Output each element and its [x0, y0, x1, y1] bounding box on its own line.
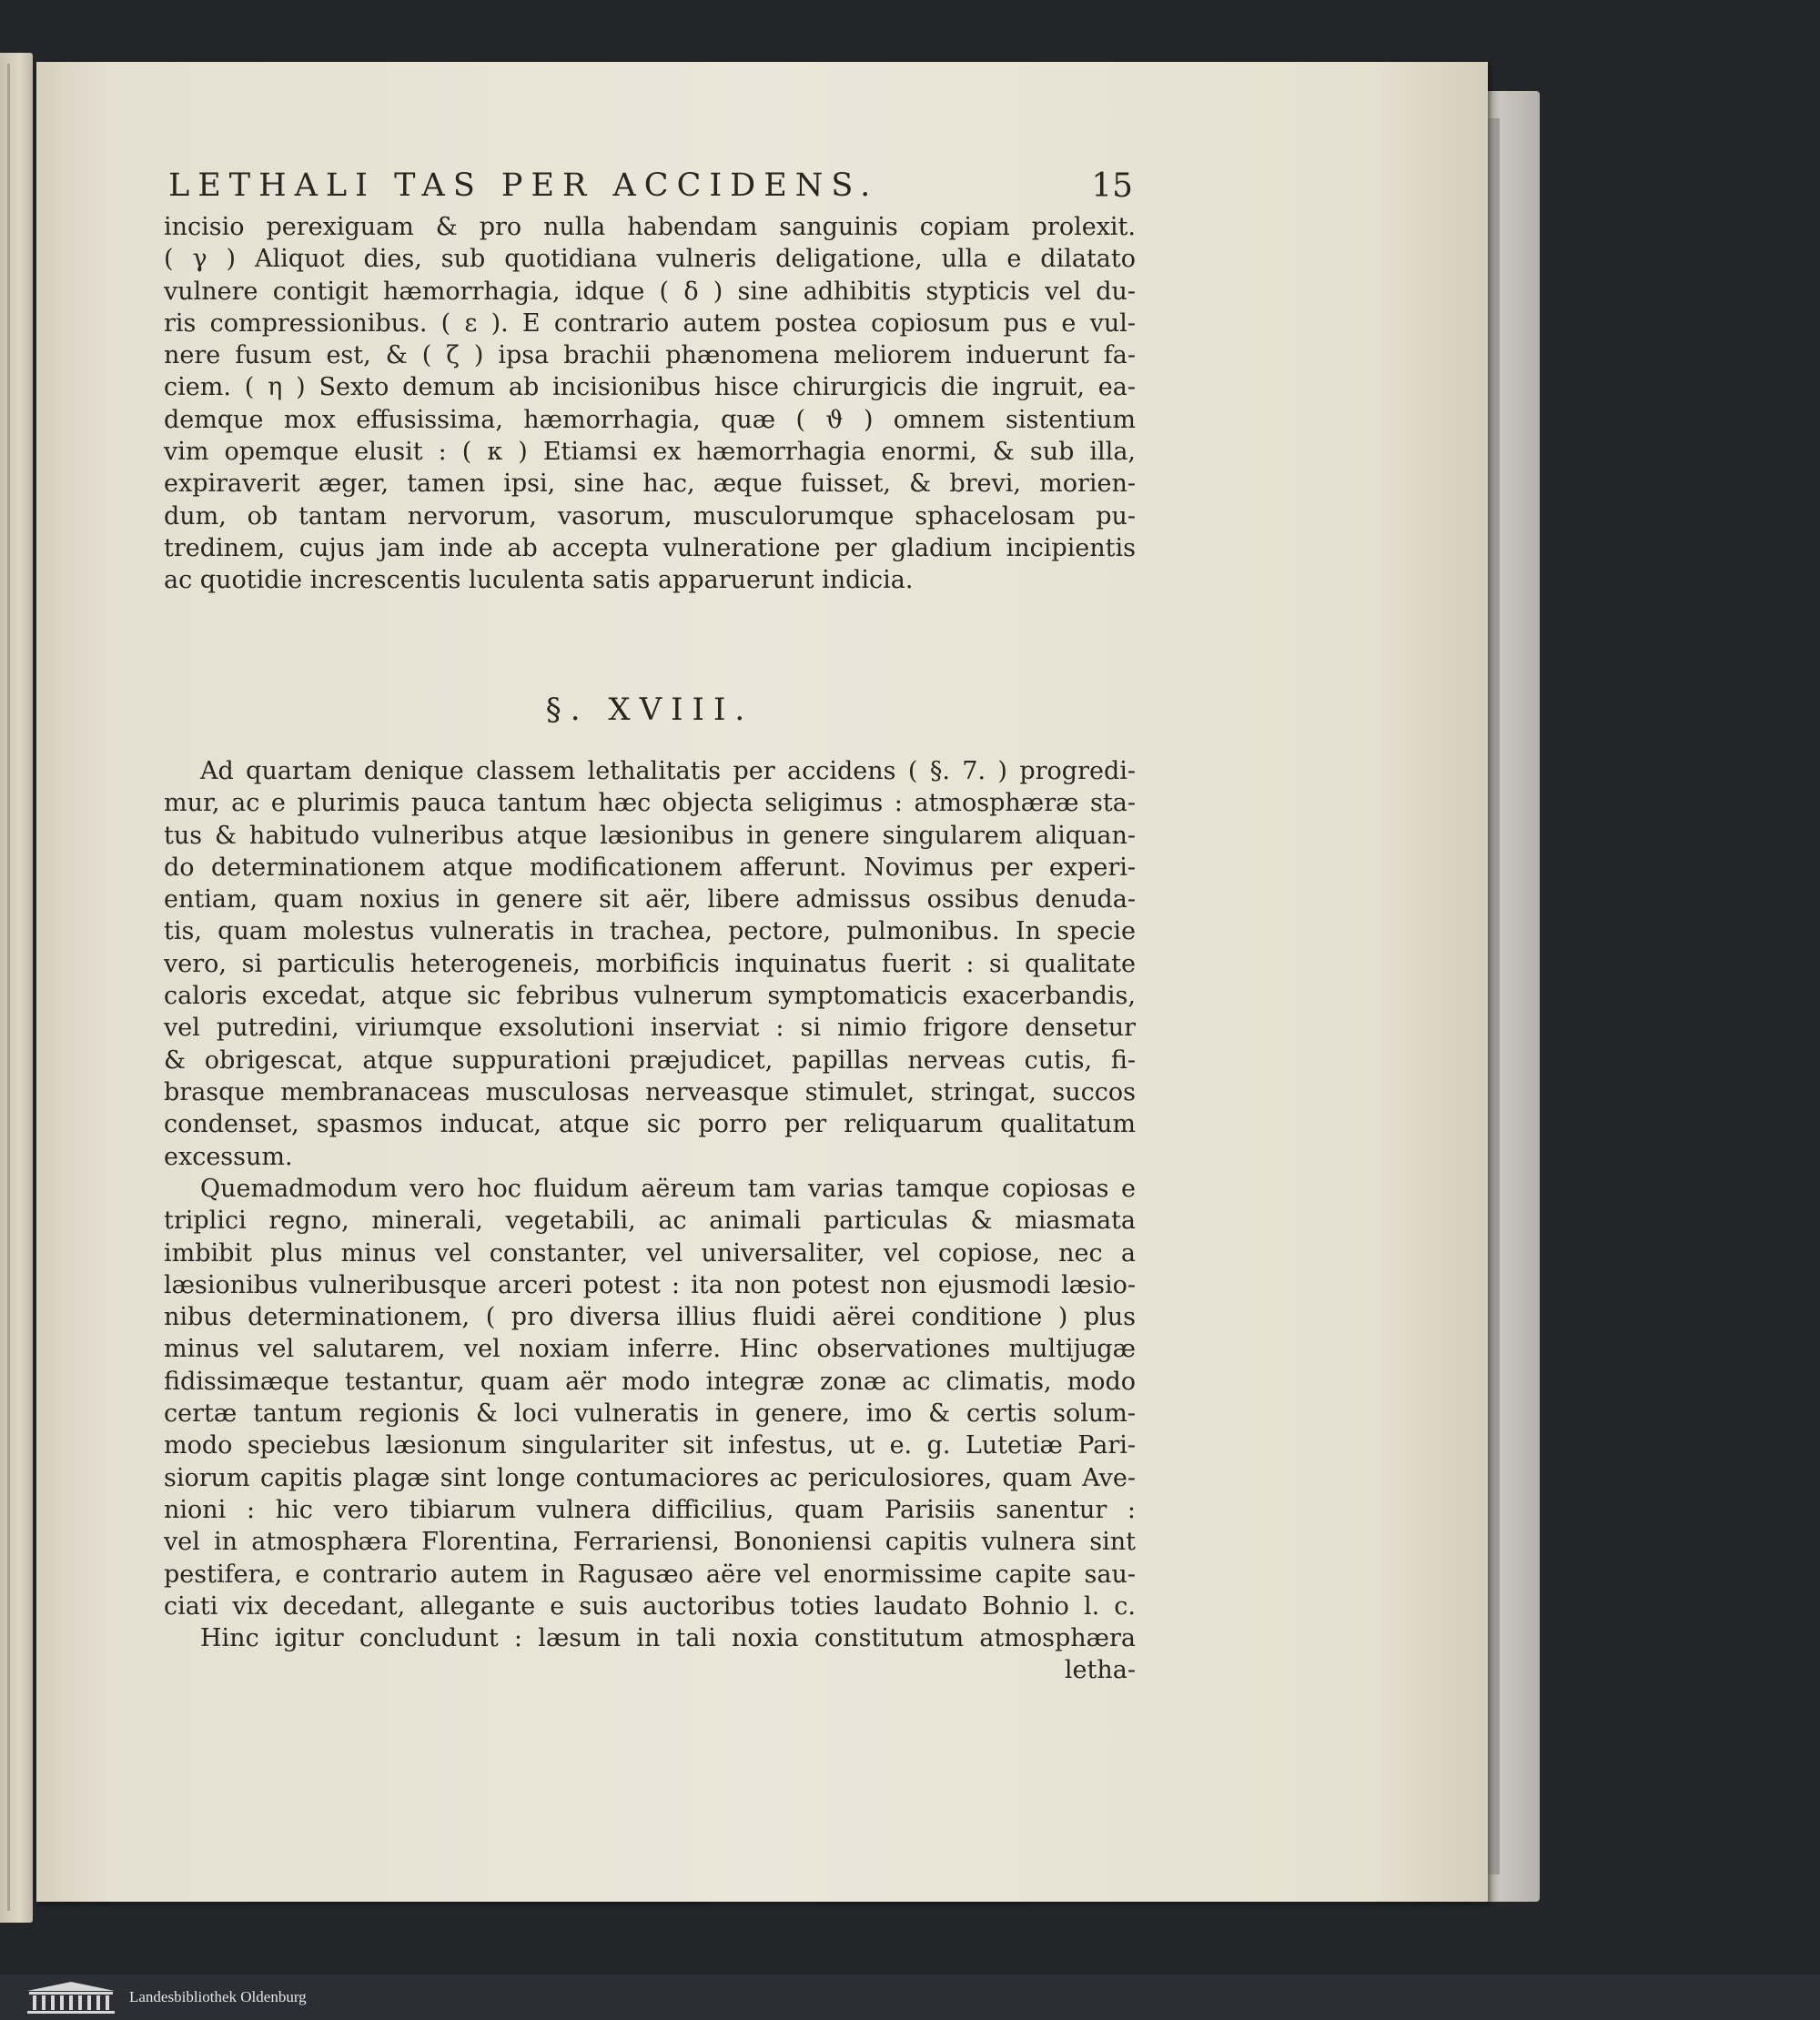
text-line: ciem. ( η ) Sexto demum ab incisionibus hisce chirurgicis die ingruit, ea- [164, 373, 1136, 402]
text-line: vulnere contigit hæmorrhagia, idque ( δ ) sine adhibitis stypticis vel du- [164, 277, 1136, 306]
text-line: Quemadmodum vero hoc fluidum aëreum tam varias tamque copiosas e [200, 1175, 1136, 1203]
library-building-icon [25, 1980, 116, 2015]
text-line: tredinem, cujus jam inde ab accepta vulneratione per gladium incipientis [164, 533, 1136, 562]
text-line: mur, ac e plurimis pauca tantum hæc objecta seligimus : atmosphæræ sta- [164, 789, 1136, 818]
paragraph-section-18 [164, 755, 1136, 1173]
previous-page-shadow [7, 64, 10, 1911]
text-line: pestifera, e contrario autem in Ragusæo aëre vel enormissime capite sau- [164, 1560, 1136, 1589]
text-line: siorum capitis plagæ sint longe contumaciores ac periculosiores, quam Ave- [164, 1463, 1136, 1492]
text-line: incisio perexiguam & pro nulla habendam sanguinis copiam prolexit. [164, 213, 1136, 241]
text-line: fidissimæque testantur, quam aër modo integræ zonæ ac climatis, modo [164, 1367, 1136, 1396]
text-line: entiam, quam noxius in genere sit aër, libere admissus ossibus denuda- [164, 885, 1136, 914]
text-line: caloris excedat, atque sic febribus vulnerum symptomaticis exacerbandis, [164, 982, 1136, 1011]
text-line: excessum. [164, 1142, 293, 1171]
text-line: certæ tantum regionis & loci vulneratis in genere, imo & certis solum- [164, 1399, 1136, 1429]
text-line: nioni : hic vero tibiarum vulnera difficilius, quam Parisiis sanentur : [164, 1495, 1136, 1524]
text-line: dum, ob tantam nervorum, vasorum, musculorumque sphacelosam pu- [164, 501, 1136, 530]
library-name: Landesbibliothek Oldenburg [129, 1988, 307, 2005]
previous-page-edge [0, 53, 33, 1923]
text-line: imbibit plus minus vel constanter, vel universaliter, vel copiose, nec a [164, 1238, 1136, 1268]
text-line: tis, quam molestus vulneratis in trachea, pectore, pulmonibus. In specie [164, 917, 1136, 946]
text-line: triplici regno, minerali, vegetabili, ac animali particulas & miasmata [164, 1207, 1136, 1236]
text-line: tus & habitudo vulneribus atque læsionibus in genere singularem aliquan- [164, 821, 1136, 850]
paragraph-hinc [164, 1622, 1136, 1687]
text-line: ( γ ) Aliquot dies, sub quotidiana vulneris deligatione, ulla e dilatato [164, 245, 1136, 274]
text-line: ac quotidie increscentis luculenta satis apparuerunt indicia. [164, 566, 914, 595]
text-line: modo speciebus læsionum singulariter sit infestus, ut e. g. Lutetiæ Pari- [164, 1431, 1136, 1460]
text-line: nibus determinationem, ( pro diversa illius fluidi aërei conditione ) plus [164, 1303, 1136, 1332]
text-line: Hinc igitur concludunt : læsum in tali noxia constitutum atmosphæra [200, 1624, 1136, 1652]
text-line: minus vel salutarem, vel noxiam inferre. Hinc observationes multijugæ [164, 1335, 1136, 1364]
page-number: 15 [1091, 167, 1133, 205]
running-head-title: LETHALI TAS PER ACCIDENS. [168, 167, 879, 204]
section-heading: §. XVIII. [545, 692, 754, 728]
paragraph-quemadmodum [164, 1173, 1136, 1622]
text-line: ciati vix decedant, allegante e suis auctoribus toties laudato Bohnio l. c. [164, 1591, 1136, 1621]
text-line: do determinationem atque modificationem afferunt. Novimus per experi- [164, 853, 1136, 882]
text-line: vel in atmosphæra Florentina, Ferrariensi, Bononiensi capitis vulnera sint [164, 1528, 1136, 1557]
text-line: demque mox effusissima, hæmorrhagia, quæ ( ϑ ) omnem sistentium [164, 405, 1136, 434]
text-line: læsionibus vulneribusque arceri potest : ita non potest non ejusmodi læsio- [164, 1270, 1136, 1299]
text-line: vero, si particulis heterogeneis, morbificis inquinatus fuerit : si qualitate [164, 949, 1136, 978]
text-line: expiraverit æger, tamen ipsi, sine hac, æque fuisset, & brevi, morien- [164, 470, 1136, 499]
text-line: ris compressionibus. ( ε ). E contrario autem postea copiosum pus e vul- [164, 308, 1136, 338]
text-line: vel putredini, viriumque exsolutioni inserviat : si nimio frigore densetur [164, 1014, 1136, 1043]
text-line: brasque membranaceas musculosas nerveasque stimulet, stringat, succos [164, 1077, 1136, 1106]
paragraph-continued [164, 211, 1136, 597]
text-line: vim opemque elusit : ( κ ) Etiamsi ex hæmorrhagia enormi, & sub illa, [164, 438, 1136, 467]
text-line: condenset, spasmos inducat, atque sic porro per reliquarum qualitatum [164, 1110, 1136, 1139]
text-line: Ad quartam denique classem lethalitatis per accidens ( §. 7. ) progredi- [200, 757, 1136, 785]
running-head [168, 162, 1133, 217]
text-line: nere fusum est, & ( ζ ) ipsa brachii phænomena meliorem induerunt fa- [164, 341, 1136, 370]
text-line: & obrigescat, atque suppurationi præjudicet, papillas nerveas cutis, fi- [164, 1045, 1136, 1075]
book-page [36, 62, 1488, 1902]
catchword: letha- [1064, 1656, 1136, 1685]
book-cover-inner [1487, 118, 1500, 1874]
footer-bar [0, 1975, 1820, 2020]
